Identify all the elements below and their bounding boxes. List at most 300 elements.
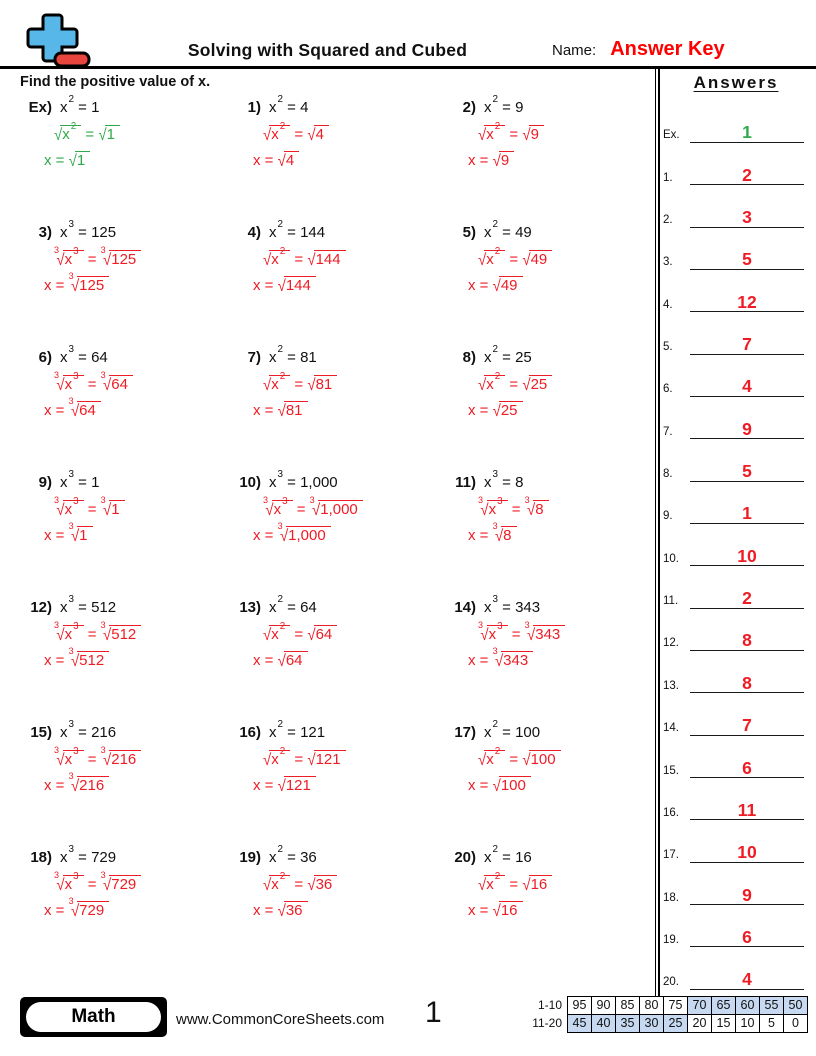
problem-number: 13) — [239, 599, 261, 616]
problem-statement — [20, 343, 229, 366]
answer-key-text: Answer Key — [610, 38, 725, 60]
score-cell: 15 — [712, 1015, 736, 1033]
radical: $√x^2$ — [478, 250, 505, 268]
score-cell: 30 — [640, 1015, 664, 1033]
radical-sign-icon: √ — [478, 376, 486, 395]
problem-statement — [20, 468, 229, 491]
answer-blank-line — [690, 397, 804, 439]
radical: $√x^2$ — [263, 875, 290, 893]
problem-number: 20) — [454, 849, 476, 866]
radical: $√x^2$ — [263, 750, 290, 768]
work-step-1: $^3√x^3 = ^3√125$ — [20, 250, 229, 268]
radical-sign-icon: √ — [265, 501, 273, 520]
subject-label: Math — [71, 1006, 116, 1027]
problem-equation: $x^3 = 64$ — [60, 343, 108, 366]
answer-item-number: Ex. — [663, 129, 680, 142]
work-step-1: $^3√x^3 = ^3√512$ — [20, 625, 229, 643]
problem-4 — [229, 218, 444, 349]
radical-sign-icon: √ — [277, 402, 285, 421]
root-index: 3 — [54, 370, 60, 381]
radical-sign-icon: √ — [103, 751, 111, 770]
score-cell: 85 — [616, 997, 640, 1015]
answer-blank-line — [690, 566, 804, 608]
radical: $^3$√343 — [493, 651, 534, 669]
work-step-1: $√x^2 = √121$ — [229, 750, 444, 768]
radical: $^3$√64 — [69, 401, 101, 419]
worked-solution — [444, 495, 648, 546]
score-cell: 50 — [784, 997, 808, 1015]
problem-number: 19) — [239, 849, 261, 866]
radical-sign-icon: √ — [522, 751, 530, 770]
answer-item-number: 15. — [663, 764, 679, 777]
problem-number: 7) — [247, 349, 261, 366]
radical: $^3$√1 — [69, 526, 93, 544]
radical-sign-icon: √ — [307, 876, 315, 895]
answer-blank-line — [690, 355, 804, 397]
answer-value: 9 — [742, 418, 752, 439]
root-index: 3 — [68, 771, 74, 782]
radical-sign-icon: √ — [263, 376, 271, 395]
radical: $^3√x^3$ — [54, 750, 84, 768]
radical: √100 — [522, 750, 560, 768]
work-step-2: x = $^3$√729 — [20, 901, 229, 919]
answer-row-14 — [656, 693, 816, 735]
answer-value: 7 — [742, 715, 752, 736]
problem-19 — [229, 843, 444, 974]
answer-blank-line — [690, 947, 804, 989]
radical: √81 — [307, 375, 337, 393]
answer-item-number: 13. — [663, 679, 679, 692]
score-cell: 75 — [664, 997, 688, 1015]
radical-sign-icon: √ — [492, 152, 500, 171]
radical-sign-icon: √ — [277, 652, 285, 671]
radical: √144 — [307, 250, 345, 268]
radical-sign-icon: √ — [263, 126, 271, 145]
problem-equation: $x^3 = 125$ — [60, 218, 117, 241]
problem-statement — [20, 843, 229, 866]
problem-equation: $x^2 = 100$ — [484, 718, 541, 741]
problem-statement — [229, 718, 444, 741]
answer-item-number: 6. — [663, 383, 673, 396]
root-index: 3 — [524, 620, 530, 631]
radical: $^3√x^3$ — [54, 875, 84, 893]
radical-sign-icon: √ — [263, 626, 271, 645]
radical: √64 — [278, 651, 308, 669]
problem-number: 6) — [38, 349, 52, 366]
radical: $^3$√1,000 — [278, 526, 331, 544]
worked-solution — [444, 370, 648, 421]
root-index: 3 — [492, 521, 498, 532]
answer-value: 9 — [742, 884, 752, 905]
problem-statement — [444, 718, 648, 741]
radical: $^3$√125 — [69, 276, 110, 294]
problem-statement — [444, 593, 648, 616]
worked-solution — [229, 245, 444, 296]
radical: $^3$√343 — [525, 625, 566, 643]
problem-number: 10) — [239, 474, 261, 491]
problem-5 — [444, 218, 648, 349]
radical-sign-icon: √ — [70, 527, 79, 546]
root-index: 3 — [492, 646, 498, 657]
worked-solution — [20, 495, 229, 546]
radical: √36 — [278, 901, 308, 919]
radical: $^3$√64 — [101, 375, 133, 393]
problem-equation: $x^3 = 8$ — [484, 468, 524, 491]
radical-sign-icon: √ — [522, 126, 530, 145]
score-range-label: 11-20 — [532, 1016, 562, 1030]
radical: $^3√x^3$ — [54, 375, 84, 393]
problem-16 — [229, 718, 444, 849]
answer-blank-line — [690, 609, 804, 651]
work-step-1: $√x^2 = √144$ — [229, 250, 444, 268]
root-index: 3 — [478, 495, 484, 506]
work-step-2: x = √1 — [20, 151, 229, 169]
answer-value: 6 — [742, 926, 752, 947]
problem-number: 18) — [30, 849, 52, 866]
score-cell: 35 — [616, 1015, 640, 1033]
problem-equation: $x^2 = 36$ — [269, 843, 317, 866]
problem-3 — [20, 218, 229, 349]
score-cell: 25 — [664, 1015, 688, 1033]
radical: √81 — [278, 401, 308, 419]
radical-sign-icon: √ — [103, 876, 111, 895]
radical-sign-icon: √ — [70, 902, 79, 921]
score-range-label: 1-10 — [537, 998, 562, 1012]
worked-solution — [229, 370, 444, 421]
root-index: 3 — [263, 495, 269, 506]
work-step-1: $^3√x^3 = ^3√729$ — [20, 875, 229, 893]
problem-10 — [229, 468, 444, 599]
worked-solution — [20, 120, 229, 171]
radical-sign-icon: √ — [480, 626, 488, 645]
radical: $√x^2$ — [478, 875, 505, 893]
radical: $√x^2$ — [478, 375, 505, 393]
radical-sign-icon: √ — [103, 501, 111, 520]
answer-row-5 — [656, 312, 816, 354]
radical: $^3√x^3$ — [263, 500, 293, 518]
answer-row-ex — [656, 101, 816, 143]
answer-row-8 — [656, 439, 816, 481]
worked-solution — [20, 245, 229, 296]
work-step-2: x = $^3$√8 — [444, 526, 648, 544]
work-step-2: x = √4 — [229, 151, 444, 169]
answer-blank-line — [690, 736, 804, 778]
problem-statement — [20, 718, 229, 741]
worksheet-header — [0, 0, 816, 66]
problem-statement — [229, 593, 444, 616]
answers-heading: Answers — [693, 72, 779, 92]
instruction-text: Find the positive value of x. — [20, 74, 211, 90]
root-index: 3 — [100, 245, 106, 256]
radical-sign-icon: √ — [527, 626, 535, 645]
radical: $√x^2$ — [263, 250, 290, 268]
score-cell: 70 — [688, 997, 712, 1015]
root-index: 3 — [277, 521, 283, 532]
work-step-1: $√x^2 = √25$ — [444, 375, 648, 393]
radical: √64 — [307, 625, 337, 643]
answer-blank-line — [690, 312, 804, 354]
radical-sign-icon: √ — [277, 777, 285, 796]
problem-equation: $x^3 = 729$ — [60, 843, 117, 866]
radical-sign-icon: √ — [492, 402, 500, 421]
radical: √49 — [493, 276, 523, 294]
answer-value: 4 — [742, 376, 752, 397]
radical-sign-icon: √ — [307, 626, 315, 645]
radical-sign-icon: √ — [522, 376, 530, 395]
radical-sign-icon: √ — [527, 501, 535, 520]
radical-sign-icon: √ — [312, 501, 320, 520]
root-index: 3 — [54, 245, 60, 256]
problem-equation: $x^3 = 216$ — [60, 718, 117, 741]
radical-sign-icon: √ — [68, 152, 76, 171]
problem-statement — [229, 843, 444, 866]
worked-solution — [229, 870, 444, 921]
problem-2 — [444, 93, 648, 224]
radical-sign-icon: √ — [478, 251, 486, 270]
radical: $√x^2$ — [263, 375, 290, 393]
radical-sign-icon: √ — [103, 376, 111, 395]
radical-sign-icon: √ — [492, 277, 500, 296]
score-row-1-10 — [532, 997, 807, 1015]
answer-value: 4 — [742, 969, 752, 990]
score-cell: 65 — [712, 997, 736, 1015]
radical: √144 — [278, 276, 316, 294]
radical: √49 — [522, 250, 552, 268]
radical: √1 — [69, 151, 91, 169]
problem-equation: $x^2 = 4$ — [269, 93, 309, 116]
answer-item-number: 5. — [663, 341, 673, 354]
worked-solution — [229, 120, 444, 171]
root-index: 3 — [54, 620, 60, 631]
work-step-2: x = √81 — [229, 401, 444, 419]
problem-equation: $x^3 = 512$ — [60, 593, 117, 616]
radical-sign-icon: √ — [522, 251, 530, 270]
work-step-1: $√x^2 = √81$ — [229, 375, 444, 393]
website-text: www.CommonCoreSheets.com — [176, 1011, 385, 1028]
problem-equation: $x^2 = 1$ — [60, 93, 100, 116]
answer-blank-line — [690, 863, 804, 905]
radical: √1 — [98, 125, 120, 143]
answer-item-number: 18. — [663, 891, 679, 904]
worked-solution — [20, 370, 229, 421]
problem-15 — [20, 718, 229, 849]
answer-blank-line — [690, 905, 804, 947]
problem-equation: $x^3 = 343$ — [484, 593, 541, 616]
radical: $√x^2$ — [478, 750, 505, 768]
work-step-1: $^3√x^3 = ^3√1$ — [20, 500, 229, 518]
answer-value: 10 — [737, 842, 757, 863]
radical-sign-icon: √ — [263, 251, 271, 270]
worked-solution — [229, 495, 444, 546]
work-step-2: x = $^3$√1,000 — [229, 526, 444, 544]
answer-blank-line — [690, 482, 804, 524]
worked-solution — [20, 870, 229, 921]
problem-number: 11) — [455, 474, 476, 491]
answer-item-number: 4. — [663, 298, 673, 311]
root-index: 3 — [524, 495, 530, 506]
answer-item-number: 16. — [663, 806, 679, 819]
problem-number: 9) — [38, 474, 52, 491]
radical: $^3$√8 — [493, 526, 517, 544]
root-index: 3 — [100, 745, 106, 756]
work-step-1: $^3√x^3 = ^3√1,000$ — [229, 500, 444, 518]
answer-row-3 — [656, 228, 816, 270]
answer-blank-line — [690, 778, 804, 820]
work-step-2: x = √9 — [444, 151, 648, 169]
answer-value: 5 — [742, 461, 752, 482]
problem-18 — [20, 843, 229, 974]
radical: $^3$√729 — [69, 901, 110, 919]
name-label: Name: — [552, 42, 597, 59]
radical-sign-icon: √ — [103, 251, 111, 270]
answer-row-9 — [656, 482, 816, 524]
work-step-2: x = $^3$√216 — [20, 776, 229, 794]
problem-20 — [444, 843, 648, 974]
radical: $^3√x^3$ — [54, 250, 84, 268]
radical-sign-icon: √ — [478, 751, 486, 770]
work-step-2: x = $^3$√1 — [20, 526, 229, 544]
radical: $^3$√1 — [101, 500, 125, 518]
root-index: 3 — [309, 495, 315, 506]
radical-sign-icon: √ — [54, 126, 62, 145]
radical-sign-icon: √ — [56, 251, 64, 270]
answer-row-15 — [656, 736, 816, 778]
score-cell: 10 — [736, 1015, 760, 1033]
answer-row-12 — [656, 609, 816, 651]
answer-blank-line — [690, 524, 804, 566]
answer-value: 6 — [742, 757, 752, 778]
answer-value: 11 — [737, 799, 757, 820]
work-step-1: $√x^2 = √16$ — [444, 875, 648, 893]
radical: √121 — [278, 776, 316, 794]
answer-row-13 — [656, 651, 816, 693]
radical: $^3$√512 — [69, 651, 110, 669]
answer-item-number: 1. — [663, 171, 673, 184]
problem-17 — [444, 718, 648, 849]
work-step-1: $√x^2 = √64$ — [229, 625, 444, 643]
radical-sign-icon: √ — [263, 876, 271, 895]
radical-sign-icon: √ — [277, 152, 285, 171]
answer-value: 5 — [742, 249, 752, 270]
root-index: 3 — [68, 521, 74, 532]
radical: $√x^2$ — [54, 125, 81, 143]
radical-sign-icon: √ — [56, 876, 64, 895]
root-index: 3 — [100, 370, 106, 381]
problem-number: 5) — [462, 224, 476, 241]
problem-equation: $x^2 = 144$ — [269, 218, 326, 241]
radical-sign-icon: √ — [307, 751, 315, 770]
radical: $^3$√512 — [101, 625, 142, 643]
radical-sign-icon: √ — [494, 652, 503, 671]
radical-sign-icon: √ — [307, 376, 315, 395]
root-index: 3 — [68, 271, 74, 282]
problem-number: 3) — [38, 224, 52, 241]
radical-sign-icon: √ — [70, 402, 79, 421]
worked-solution — [229, 745, 444, 796]
radical-sign-icon: √ — [522, 876, 530, 895]
answer-item-number: 2. — [663, 214, 673, 227]
answer-value: 12 — [737, 291, 757, 312]
answer-row-1 — [656, 143, 816, 185]
answer-item-number: 20. — [663, 976, 679, 989]
answer-value: 1 — [742, 503, 752, 524]
problem-7 — [229, 343, 444, 474]
answer-row-17 — [656, 820, 816, 862]
problem-equation: $x^2 = 25$ — [484, 343, 532, 366]
radical: √25 — [522, 375, 552, 393]
radical: $√x^2$ — [478, 125, 505, 143]
answer-value: 2 — [742, 588, 752, 609]
answer-item-number: 10. — [663, 552, 679, 565]
answer-row-7 — [656, 397, 816, 439]
problem-number: 14) — [454, 599, 476, 616]
radical-sign-icon: √ — [480, 501, 488, 520]
worked-solution — [444, 745, 648, 796]
problem-14 — [444, 593, 648, 724]
radical: $√x^2$ — [263, 125, 290, 143]
answer-row-11 — [656, 566, 816, 608]
problem-equation: $x^2 = 9$ — [484, 93, 524, 116]
radical-sign-icon: √ — [494, 527, 503, 546]
work-step-2: x = √144 — [229, 276, 444, 294]
answer-blank-line — [690, 185, 804, 227]
worked-solution — [20, 745, 229, 796]
work-step-2: x = $^3$√343 — [444, 651, 648, 669]
problem-equation: $x^2 = 81$ — [269, 343, 317, 366]
radical-sign-icon: √ — [56, 501, 64, 520]
answer-value: 10 — [737, 545, 757, 566]
radical: √16 — [493, 901, 523, 919]
answer-value: 3 — [742, 207, 752, 228]
work-step-1: $√x^2 = √1$ — [20, 125, 229, 143]
radical: $^3$√216 — [101, 750, 142, 768]
problem-12 — [20, 593, 229, 724]
radical-sign-icon: √ — [492, 777, 500, 796]
root-index: 3 — [68, 646, 74, 657]
root-index: 3 — [100, 870, 106, 881]
answer-row-4 — [656, 270, 816, 312]
answer-item-number: 8. — [663, 468, 673, 481]
answer-blank-line — [690, 439, 804, 481]
radical: √16 — [522, 875, 552, 893]
problem-statement — [229, 468, 444, 491]
score-cell: 5 — [760, 1015, 784, 1033]
problem-equation: $x^2 = 49$ — [484, 218, 532, 241]
radical: $^3$√8 — [525, 500, 549, 518]
work-step-2: x = √25 — [444, 401, 648, 419]
score-cell: 55 — [760, 997, 784, 1015]
answer-value: 7 — [742, 334, 752, 355]
worked-solution — [229, 620, 444, 671]
work-step-1: $√x^2 = √100$ — [444, 750, 648, 768]
worked-solution — [444, 870, 648, 921]
radical: $^3$√1,000 — [310, 500, 363, 518]
problems-grid — [20, 93, 648, 974]
problem-number: Ex) — [28, 99, 52, 116]
answer-value: 2 — [742, 164, 752, 185]
work-step-1: $√x^2 = √4$ — [229, 125, 444, 143]
answer-item-number: 14. — [663, 722, 679, 735]
answer-item-number: 7. — [663, 425, 673, 438]
problem-statement — [444, 843, 648, 866]
score-cell: 40 — [592, 1015, 616, 1033]
worksheet-title: Solving with Squared and Cubed — [187, 40, 468, 60]
problem-ex — [20, 93, 229, 224]
radical-sign-icon: √ — [56, 626, 64, 645]
answer-value: 8 — [742, 630, 752, 651]
work-step-1: $^3√x^3 = ^3√216$ — [20, 750, 229, 768]
radical-sign-icon: √ — [478, 126, 486, 145]
